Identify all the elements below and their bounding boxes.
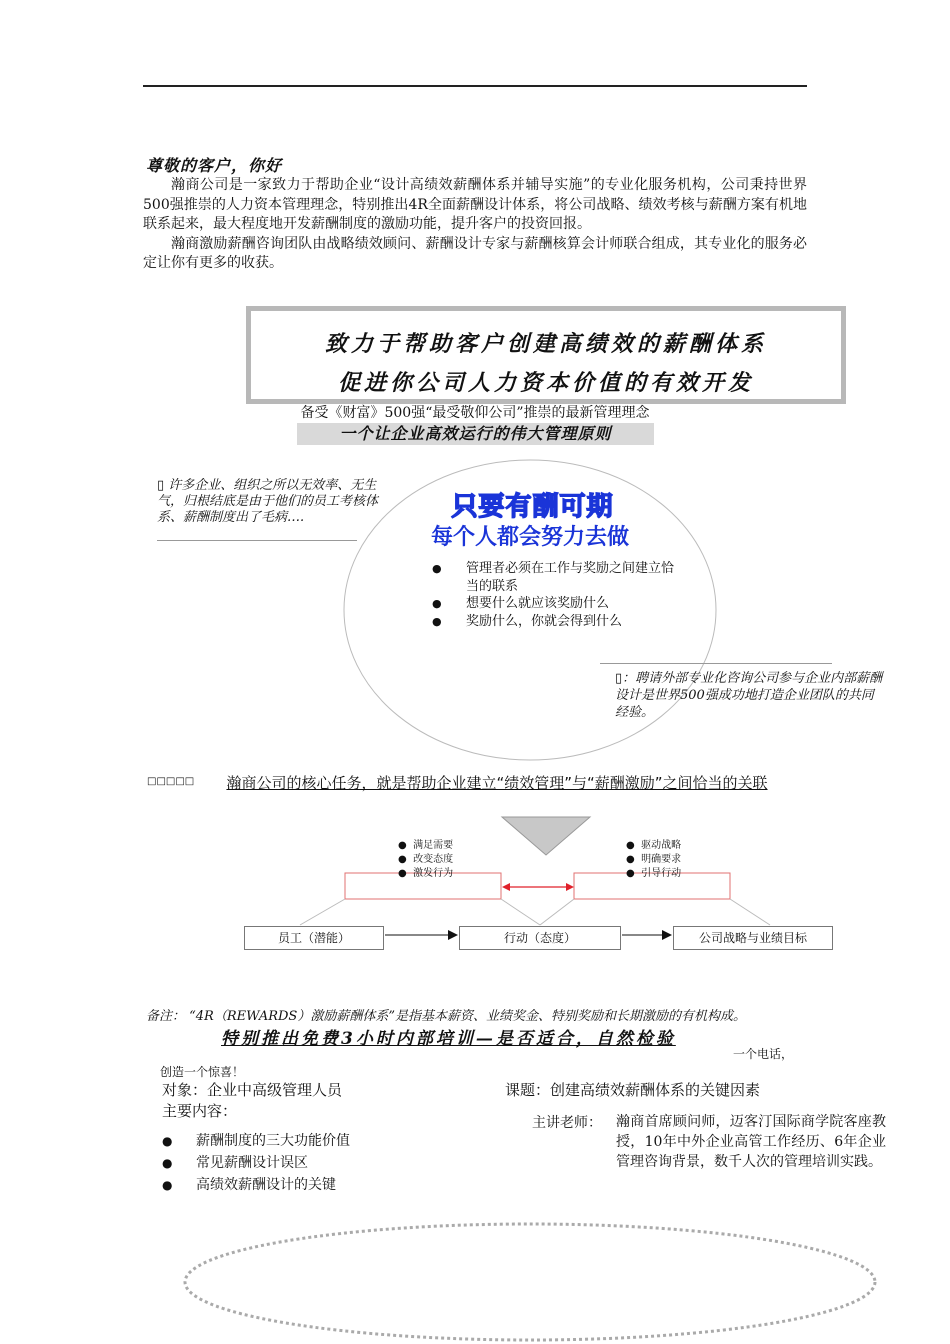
intro-text bbox=[143, 176, 807, 274]
banner-line-1: 致力于帮助客户创建高绩效的薪酬体系 bbox=[324, 331, 767, 357]
course-contents bbox=[162, 1130, 350, 1196]
slogan-line-2: 每个人都会努力去做 bbox=[430, 525, 629, 550]
flow-arrow-head-icon bbox=[448, 930, 458, 940]
banner-line-2: 促进你公司人力资本价值的有效开发 bbox=[337, 370, 754, 396]
note-marker-icon: ▯ bbox=[615, 671, 623, 686]
promo-heading: 特别推出免费3小时内部培训—是否适合，自然检验 bbox=[221, 1029, 676, 1049]
remark: 备注： “4R（REWARDS）激励薪酬体系”是指基本薪资、业绩奖金、特别奖励和长期激励的有机构成。 bbox=[146, 1009, 746, 1024]
right-needs-list bbox=[626, 839, 681, 881]
connector-line bbox=[730, 899, 770, 925]
principle-heading: 一个让企业高效运行的伟大管理原则 bbox=[297, 423, 654, 445]
connector-line bbox=[501, 899, 540, 925]
box-action: 行动（态度） bbox=[459, 926, 621, 950]
mission-statement: 瀚商公司的核心任务，就是帮助企业建立“绩效管理”与“薪酬激励”之间恰当的关联 bbox=[226, 774, 768, 792]
principle-bullets bbox=[432, 560, 682, 630]
bullet-item: ● 奖励什么，你就会得到什么 bbox=[432, 613, 682, 631]
intro-paragraph-2: 瀚商激励薪酬咨询团队由战略绩效顾问、薪酬设计专家与薪酬核算会计师联合组成，其专业化的服务必定让你有更多的收获。 bbox=[143, 235, 807, 271]
top-rule bbox=[143, 85, 807, 87]
greeting: 尊敬的客户，你好 bbox=[146, 156, 283, 175]
course-topic: 课题：创建高绩效薪酬体系的关键因素 bbox=[505, 1081, 761, 1099]
banner-box bbox=[246, 306, 846, 404]
box-strategy: 公司战略与业绩目标 bbox=[673, 926, 833, 950]
left-needs-list bbox=[398, 839, 453, 881]
flow-arrow-head-icon bbox=[662, 930, 672, 940]
relation-diagram bbox=[240, 815, 840, 955]
left-need-item: ● 激发行为 bbox=[398, 868, 454, 879]
note-right-text: ：聘请外部专业化咨询公司参与企业内部薪酬设计是世界500强成功地打造企业团队的共同经验。 bbox=[615, 671, 883, 720]
note-left-text: 许多企业、组织之所以无效率、无生气，归根结底是由于他们的员工考核体系、薪酬制度出了毛病…. bbox=[157, 478, 379, 525]
arrow-left-head-icon bbox=[502, 883, 510, 891]
note-left-divider bbox=[157, 540, 357, 541]
left-need-item: ● 改变态度 bbox=[398, 854, 454, 865]
course-main-label: 主要内容： bbox=[162, 1102, 238, 1120]
subtitle: 备受《财富》500强“最受敬仰公司”推崇的最新管理理念 bbox=[300, 405, 650, 421]
note-left bbox=[157, 478, 402, 526]
bullet-item: ● 管理者必须在工作与奖励之间建立恰当的联系 bbox=[432, 560, 682, 595]
right-need-item: ● 明确要求 bbox=[626, 854, 682, 865]
teacher-bio: 瀚商首席顾问师，迈客汀国际商学院客座教授，10年中外企业高管工作经历、6年企业管理咨询背景，数千人次的管理培训实践。 bbox=[616, 1114, 886, 1170]
surprise-text: 创造一个惊喜！ bbox=[160, 1065, 245, 1079]
bullet-item: ● 想要什么就应该奖励什么 bbox=[432, 595, 682, 613]
connector-line bbox=[540, 899, 574, 925]
content-item: ● 薪酬制度的三大功能价值 bbox=[162, 1130, 350, 1152]
funnel-triangle-icon bbox=[502, 817, 590, 855]
phone-text: 一个电话， bbox=[733, 1047, 794, 1061]
square-markers-icon: □□□□□ bbox=[147, 776, 195, 787]
intro-paragraph-1: 瀚商公司是一家致力于帮助企业“设计高绩效薪酬体系并辅导实施”的专业化服务机构，公司秉持世界500强推崇的人力资本管理理念，特别推出4R全面薪酬设计体系，将公司战略、绩效考核与薪酬方案有机地联系起来，最大程度地开发薪酬制度的激励功能，提升客户的投资回报。 bbox=[143, 177, 807, 232]
right-need-item: ● 引导行动 bbox=[626, 868, 682, 879]
connector-line bbox=[300, 899, 345, 925]
content-item: ● 高绩效薪酬设计的关键 bbox=[162, 1174, 350, 1196]
right-need-item: ● 驱动战略 bbox=[626, 840, 682, 851]
note-marker-icon: ▯ bbox=[157, 478, 169, 493]
dashed-oval-outline bbox=[180, 1212, 880, 1342]
left-need-item: ● 满足需要 bbox=[398, 840, 454, 851]
teacher-label: 主讲老师： bbox=[532, 1115, 602, 1131]
note-right-divider bbox=[600, 663, 832, 664]
box-employee: 员工（潜能） bbox=[244, 926, 384, 950]
slogan-line-1: 只要有酬可期 bbox=[451, 492, 614, 522]
arrow-right-head-icon bbox=[566, 883, 574, 891]
course-target: 对象：企业中高级管理人员 bbox=[162, 1081, 343, 1099]
content-item: ● 常见薪酬设计误区 bbox=[162, 1152, 350, 1174]
note-right bbox=[615, 670, 885, 721]
